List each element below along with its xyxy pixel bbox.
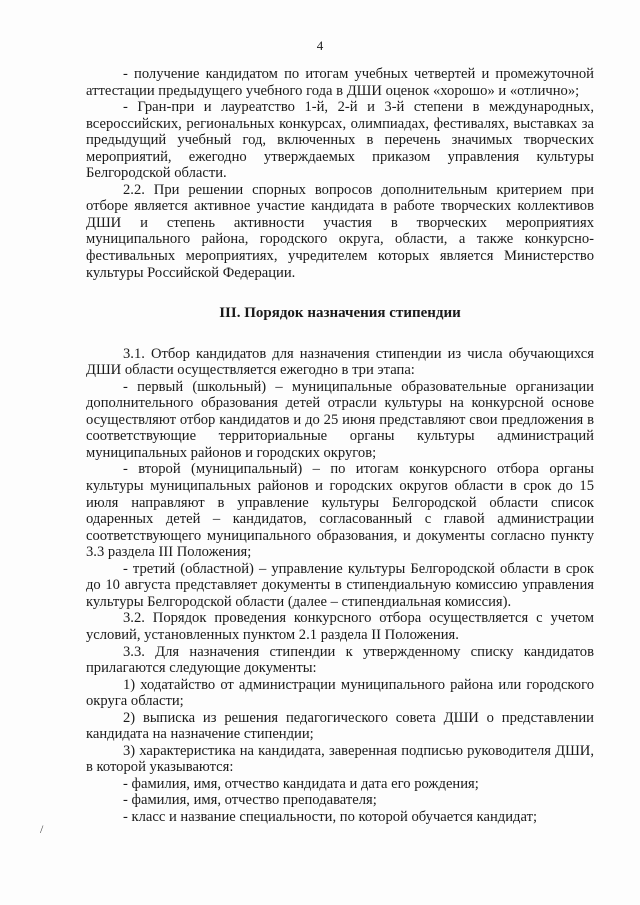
section-heading: III. Порядок назначения стипендии: [219, 305, 461, 322]
page-number: 4: [316, 38, 324, 53]
paragraph-laureate-criterion: - Гран-при и лауреатство 1-й, 2-й и 3-й степени в международных, всероссийских, региональных конкурсах, олимпиадах, фестивалях, выставках за предыдущий учебный год, включенных в перечень значимых творческих мероприятий, ежегодно утверждаемых приказом управления культуры Белгородской области.: [86, 99, 594, 182]
document-body: [86, 66, 594, 826]
paragraph-doc-3: 3) характеристика на кандидата, заверенная подписью руководителя ДШИ, в которой указываются:: [86, 742, 594, 776]
paragraph-doc-1: 1) ходатайство от администрации муниципального района или городского округа области;: [86, 676, 594, 710]
paragraph-stage-second: - второй (муниципальный) – по итогам конкурсного отбора органы культуры муниципальных районов и городских округов области в срок до 15 июля направляют в управление культуры Белгородской области список одаренных детей – кандидатов, согласованный с главой администрации соответствующего муниципального образования, и документы согласно пункту 3.3 раздела III Положения;: [86, 461, 594, 561]
paragraph-3-3: 3.3. Для назначения стипендии к утвержденному списку кандидатов прилагаются следующие документы:: [86, 643, 594, 677]
stray-mark: /: [40, 822, 44, 836]
paragraph-grades-criterion: - получение кандидатом по итогам учебных четвертей и промежуточной аттестации предыдущего учебного года в ДШИ оценок «хорошо» и «отлично»;: [86, 66, 594, 99]
paragraph-teacher-name: - фамилия, имя, отчество преподавателя;: [123, 792, 377, 809]
paragraph-stage-third: - третий (областной) – управление культуры Белгородской области в срок до 10 августа представляет документы в стипендиальную комиссию управления культуры Белгородской области (далее – стипендиальная комиссия).: [86, 560, 594, 610]
paragraph-2-2: 2.2. При решении спорных вопросов дополнительным критерием при отборе является активное участие кандидата в работе творческих коллективов ДШИ и степень активности участия в творческих мероприятиях муниципального района, городского округа, области, а также конкурсно-фестивальных мероприятиях, учредителем которых является Министерство культуры Российской Федерации.: [86, 181, 594, 281]
paragraph-doc-2: 2) выписка из решения педагогического совета ДШИ о представлении кандидата на назначение стипендии;: [86, 709, 594, 743]
paragraph-3-2: 3.2. Порядок проведения конкурсного отбора осуществляется с учетом условий, установленных пунктом 2.1 раздела II Положения.: [86, 610, 594, 643]
paragraph-stage-first: - первый (школьный) – муниципальные образовательные организации дополнительного образования детей отрасли культуры на конкурсной основе осуществляют отбор кандидатов и до 25 июня представляют свои предложения в соответствующие территориальные органы культуры администраций муниципальных районов и городских округов;: [86, 378, 594, 461]
paragraph-class-specialty: - класс и название специальности, по которой обучается кандидат;: [123, 808, 537, 825]
paragraph-candidate-name: - фамилия, имя, отчество кандидата и дата его рождения;: [123, 775, 479, 792]
paragraph-3-1: 3.1. Отбор кандидатов для назначения стипендии из числа обучающихся ДШИ области осуществляется ежегодно в три этапа:: [86, 345, 594, 379]
